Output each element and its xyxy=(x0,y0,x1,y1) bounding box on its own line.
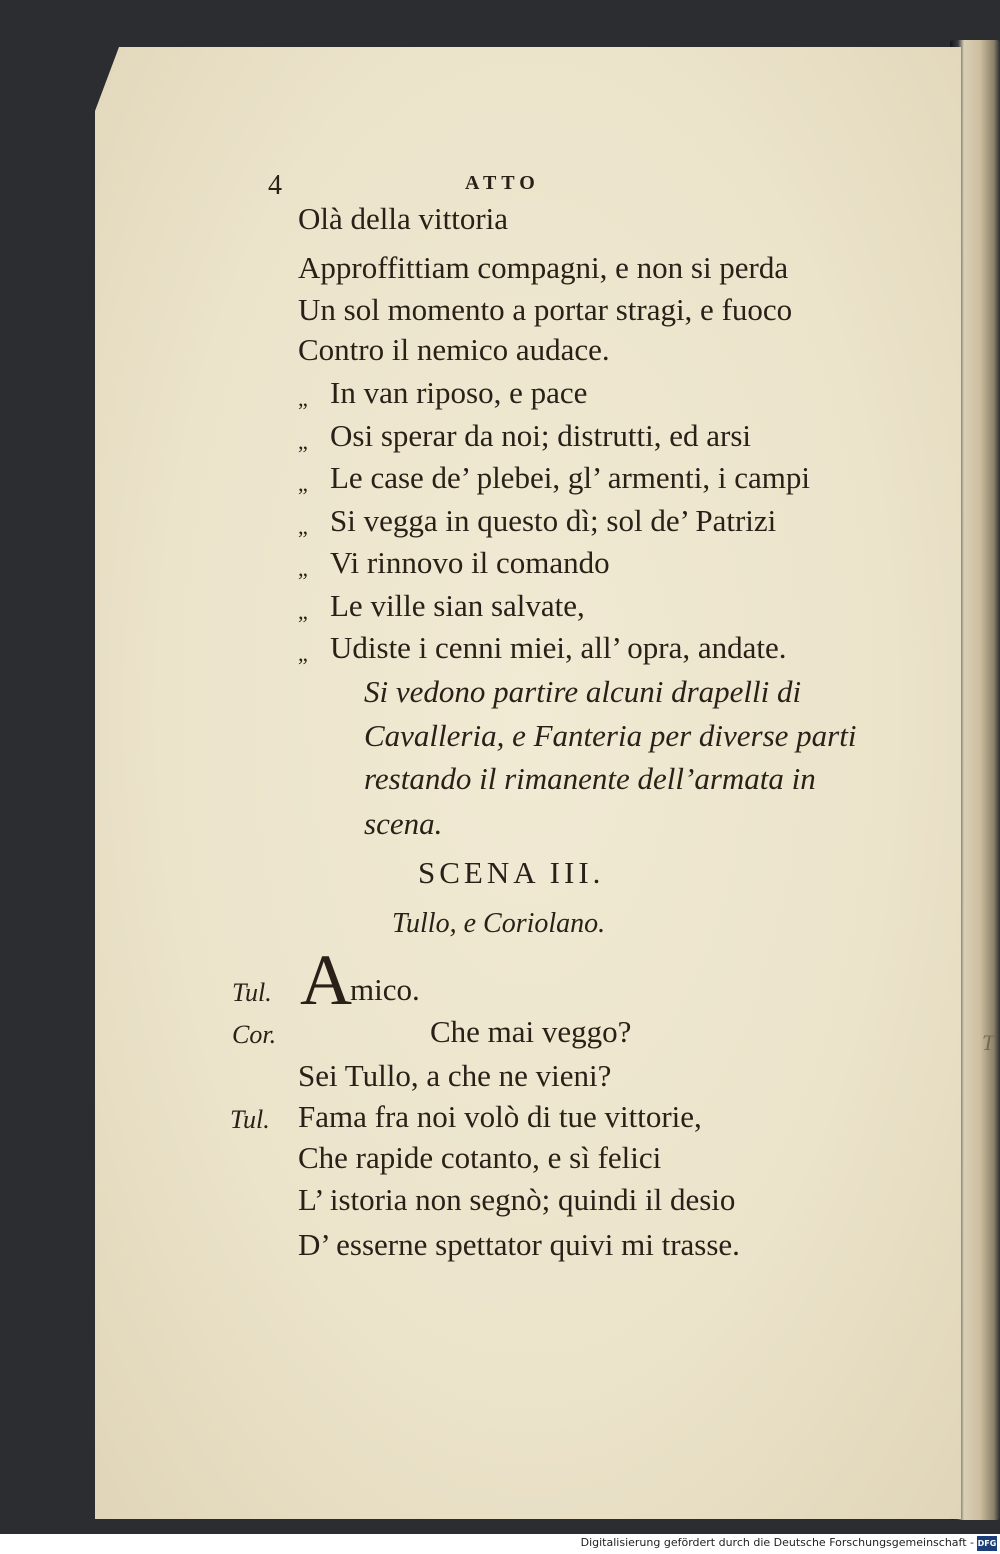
edge-fragment: T xyxy=(982,1030,995,1055)
stage-direction-line: scena. xyxy=(364,806,443,841)
dfg-logo: DFG xyxy=(977,1536,997,1551)
quoted-verse-line: Si vegga in questo dì; sol de’ Patrizi xyxy=(330,503,777,538)
stage-direction-line: Si vedono partire alcuni drapelli di xyxy=(364,674,802,709)
scene-characters: Tullo, e Coriolano. xyxy=(392,908,606,939)
quoted-verse-line: Le ville sian salvate, xyxy=(330,588,585,623)
dialogue-line: Che rapide cotanto, e sì felici xyxy=(298,1140,662,1175)
drop-cap: A xyxy=(300,940,352,1020)
page-number: 4 xyxy=(268,170,282,201)
quoted-verse-line: Vi rinnovo il comando xyxy=(330,545,610,580)
quoted-verse-line: In van riposo, e pace xyxy=(330,375,588,410)
stage-direction-line: restando il rimanente dell’armata in xyxy=(364,761,816,796)
scene-title: SCENA III. xyxy=(418,855,605,890)
stage-direction-line: Cavalleria, e Fanteria per diverse parti xyxy=(364,718,857,753)
quote-mark: „ xyxy=(298,429,308,454)
quote-mark: „ xyxy=(298,514,308,539)
quote-mark: „ xyxy=(298,599,308,624)
quoted-verse-line: Osi sperar da noi; distrutti, ed arsi xyxy=(330,418,751,453)
dialogue-line: Sei Tullo, a che ne vieni? xyxy=(298,1058,612,1093)
dialogue-line: Fama fra noi volò di tue vittorie, xyxy=(298,1099,702,1134)
verse-line: Approffittiam compagni, e non si perda xyxy=(298,250,789,285)
dialogue-line: L’ istoria non segnò; quindi il desio xyxy=(298,1182,736,1217)
quote-mark: „ xyxy=(298,641,308,666)
footer-bar xyxy=(0,1534,1000,1554)
quoted-verse-line: Udiste i cenni miei, all’ opra, andate. xyxy=(330,630,787,665)
quoted-verse-line: Le case de’ plebei, gl’ armenti, i campi xyxy=(330,460,810,495)
speaker-label: Tul. xyxy=(232,978,272,1007)
quote-mark: „ xyxy=(298,556,308,581)
quote-mark: „ xyxy=(298,471,308,496)
speaker-label: Tul. xyxy=(230,1105,270,1134)
running-title: ATTO xyxy=(465,172,540,194)
verse-line: Un sol momento a portar stragi, e fuoco xyxy=(298,292,793,327)
funding-credit: Digitalisierung gefördert durch die Deutsche Forschungsgemeinschaft - xyxy=(580,1536,974,1549)
quote-mark: „ xyxy=(298,386,308,411)
dialogue-line: D’ esserne spettator quivi mi trasse. xyxy=(298,1227,740,1262)
verse-line: Contro il nemico audace. xyxy=(298,332,610,367)
dialogue-line: Che mai veggo? xyxy=(430,1014,632,1049)
speaker-label: Cor. xyxy=(232,1020,277,1049)
verse-line: Olà della vittoria xyxy=(298,201,509,236)
dialogue-line: mico. xyxy=(350,972,420,1007)
